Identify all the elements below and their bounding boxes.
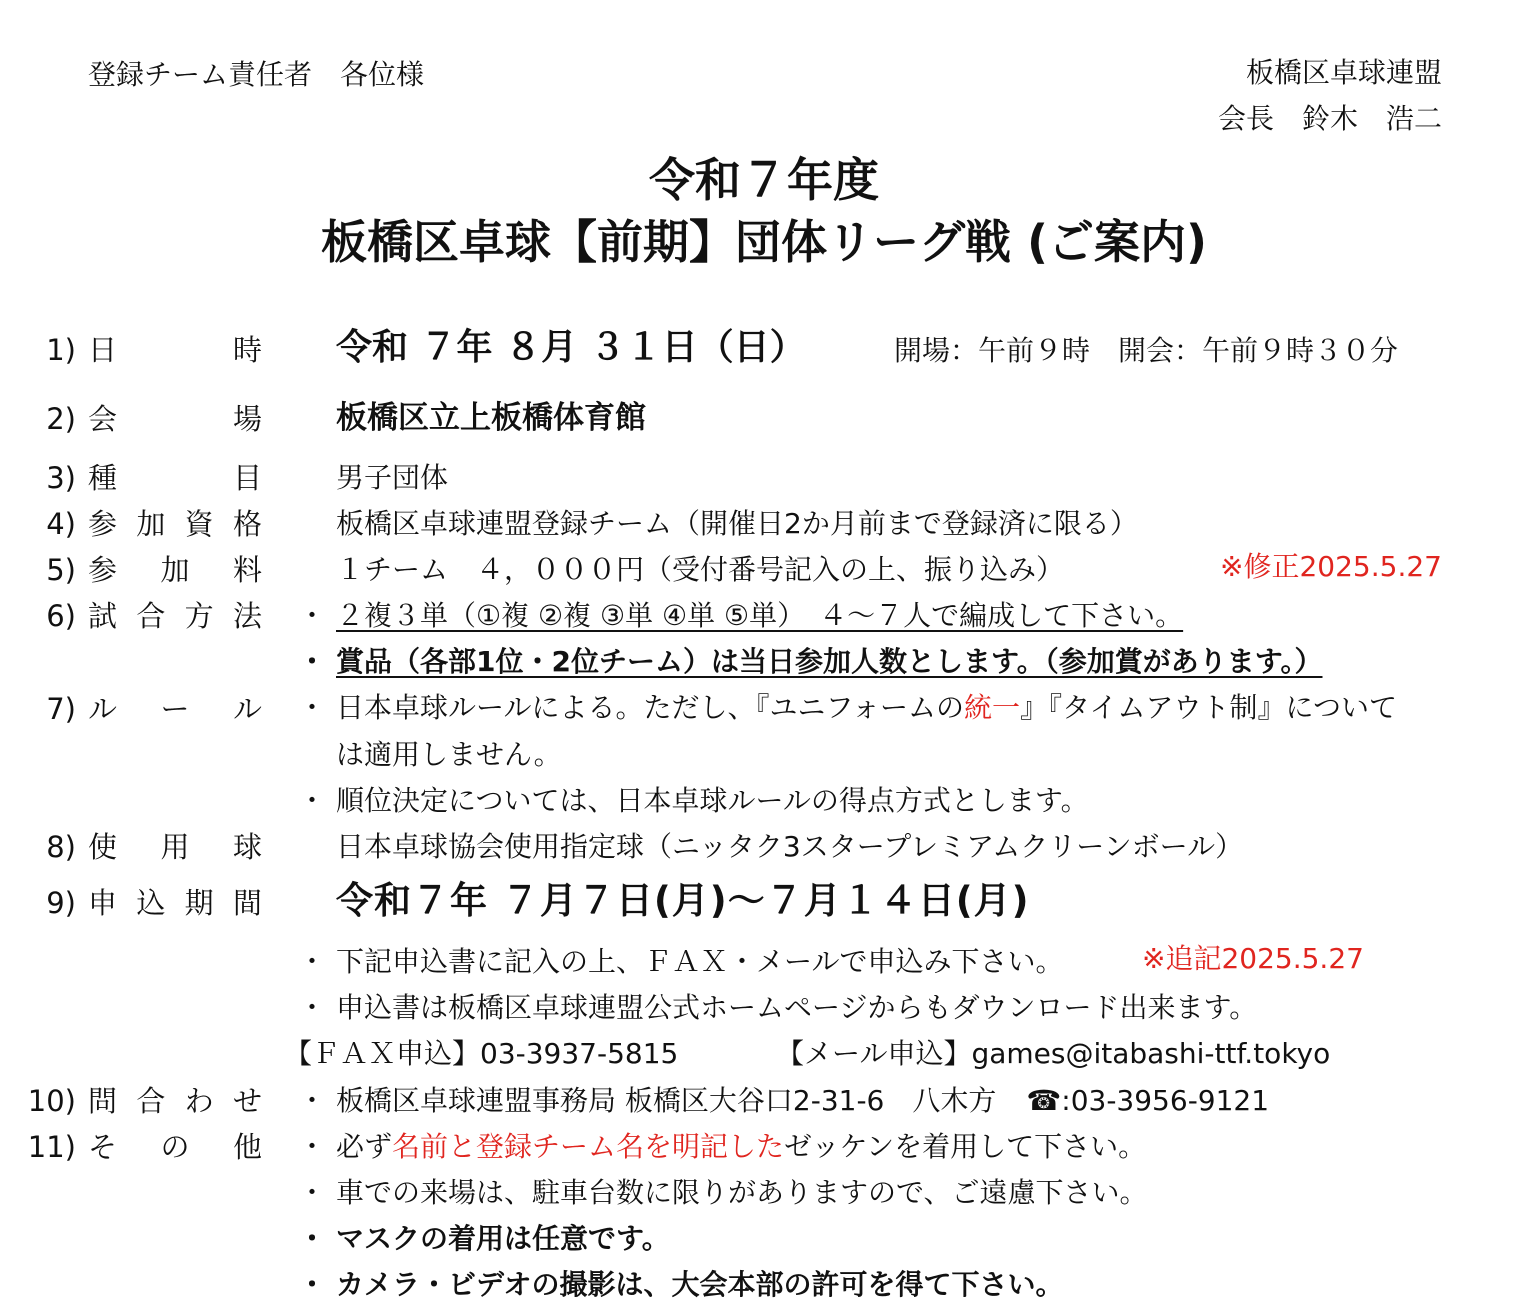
signer-name: 会長 鈴木 浩二 — [1217, 102, 1442, 135]
bullet: ・ — [298, 1130, 327, 1163]
title-line-1: 令和７年度 — [649, 153, 879, 207]
item-number: 5) — [46, 553, 76, 587]
eligibility-text: 板橋区卓球連盟登録チーム（開催日2か月前まで登録済に限る） — [336, 507, 1138, 540]
item-number: 10) — [27, 1084, 76, 1118]
item-number: 9) — [46, 886, 76, 920]
item-label-format: 試 合 方 法 — [88, 599, 262, 633]
item-label-eligibility: 参 加 資 格 — [88, 507, 262, 541]
application-period: 令和７年 ７月７日(月)～７月１４日(月) — [336, 879, 1030, 922]
download-note: 申込書は板橋区卓球連盟公式ホームページからもダウンロード出来ます。 — [336, 991, 1258, 1024]
contact-office: 板橋区卓球連盟事務局 板橋区大谷口2-31-6 八木方 ☎:03-3956-9121 — [336, 1084, 1270, 1117]
organization-name: 板橋区卓球連盟 — [1245, 56, 1442, 89]
venue-name: 板橋区立上板橋体育館 — [336, 400, 646, 436]
bullet: ・ — [298, 599, 327, 632]
fax-number: 【ＦＡＸ申込】03-3937-5815 — [284, 1037, 679, 1070]
bullet: ・ — [298, 784, 327, 817]
revision-note: ※修正2025.5.27 — [1220, 550, 1442, 583]
phone-icon: ☎ — [1026, 1084, 1062, 1117]
item-label-fee: 参 加 料 — [88, 553, 262, 587]
item-label-date: 日 時 — [88, 333, 262, 367]
title-line-2: 板橋区卓球【前期】団体リーグ戦 (ご案内) — [320, 215, 1208, 269]
item-number: 3) — [46, 461, 76, 495]
bullet: ・ — [298, 645, 327, 678]
mask-note: マスクの着用は任意です。 — [336, 1222, 670, 1255]
rules-line-1: 日本卓球ルールによる。ただし、『ユニフォームの統一』『タイムアウト制』について — [336, 691, 1397, 724]
item-label-venue: 会 場 — [88, 402, 262, 436]
event-category: 男子団体 — [336, 461, 449, 494]
item-label-contact: 問 合 わ せ — [88, 1084, 262, 1118]
email-address: 【メール申込】games@itabashi-ttf.tokyo — [776, 1037, 1331, 1070]
item-label-period: 申 込 期 間 — [88, 886, 262, 920]
item-label-event: 種 目 — [88, 461, 262, 495]
item-number: 1) — [46, 333, 76, 367]
item-label-ball: 使 用 球 — [88, 830, 262, 864]
phone-number: :03-3956-9121 — [1061, 1084, 1270, 1117]
bullet: ・ — [298, 691, 327, 724]
bullet: ・ — [298, 1084, 327, 1117]
event-time-note: 開場：午前９時 開会：午前９時３０分 — [894, 334, 1399, 367]
event-date: 令和 ７年 ８月 ３１日（日） — [336, 327, 806, 368]
item-label-other: そ の 他 — [88, 1130, 262, 1164]
addendum-note: ※追記2025.5.27 — [1142, 942, 1364, 975]
bullet: ・ — [298, 1268, 327, 1301]
item-number: 7) — [46, 692, 76, 726]
bullet: ・ — [298, 1222, 327, 1255]
parking-note: 車での来場は、駐車台数に限りがありますので、ご遠慮下さい。 — [336, 1176, 1148, 1209]
ball-text: 日本卓球協会使用指定球（ニッタク3スタープレミアムクリーンボール） — [336, 830, 1244, 863]
application-instruction: 下記申込書に記入の上、ＦＡＸ・メールで申込み下さい。 — [336, 945, 1064, 978]
rules-line-2: は適用しません。 — [336, 738, 562, 771]
bullet: ・ — [298, 1176, 327, 1209]
item-label-rules: ル ー ル — [88, 692, 262, 726]
bullet: ・ — [298, 945, 327, 978]
item-number: 2) — [46, 402, 76, 436]
recipient: 登録チーム責任者 各位様 — [88, 58, 425, 91]
prize-note: 賞品（各部1位・2位チーム）は当日参加人数とします。（参加賞があります。） — [336, 645, 1323, 678]
bib-instruction: 必ず名前と登録チーム名を明記したゼッケンを着用して下さい。 — [336, 1130, 1147, 1163]
rules-line-3: 順位決定については、日本卓球ルールの得点方式とします。 — [336, 784, 1089, 817]
bullet: ・ — [298, 991, 327, 1024]
item-number: 6) — [46, 599, 76, 633]
match-format: ２複３単（①複 ②複 ③単 ④単 ⑤単） ４～７人で編成して下さい。 — [336, 599, 1184, 632]
item-number: 4) — [46, 507, 76, 541]
item-number: 8) — [46, 830, 76, 864]
item-number: 11) — [27, 1130, 76, 1164]
fee-text: １チーム ４，０００円（受付番号記入の上、振り込み） — [336, 553, 1065, 586]
camera-note: カメラ・ビデオの撮影は、大会本部の許可を得て下さい。 — [336, 1268, 1064, 1301]
